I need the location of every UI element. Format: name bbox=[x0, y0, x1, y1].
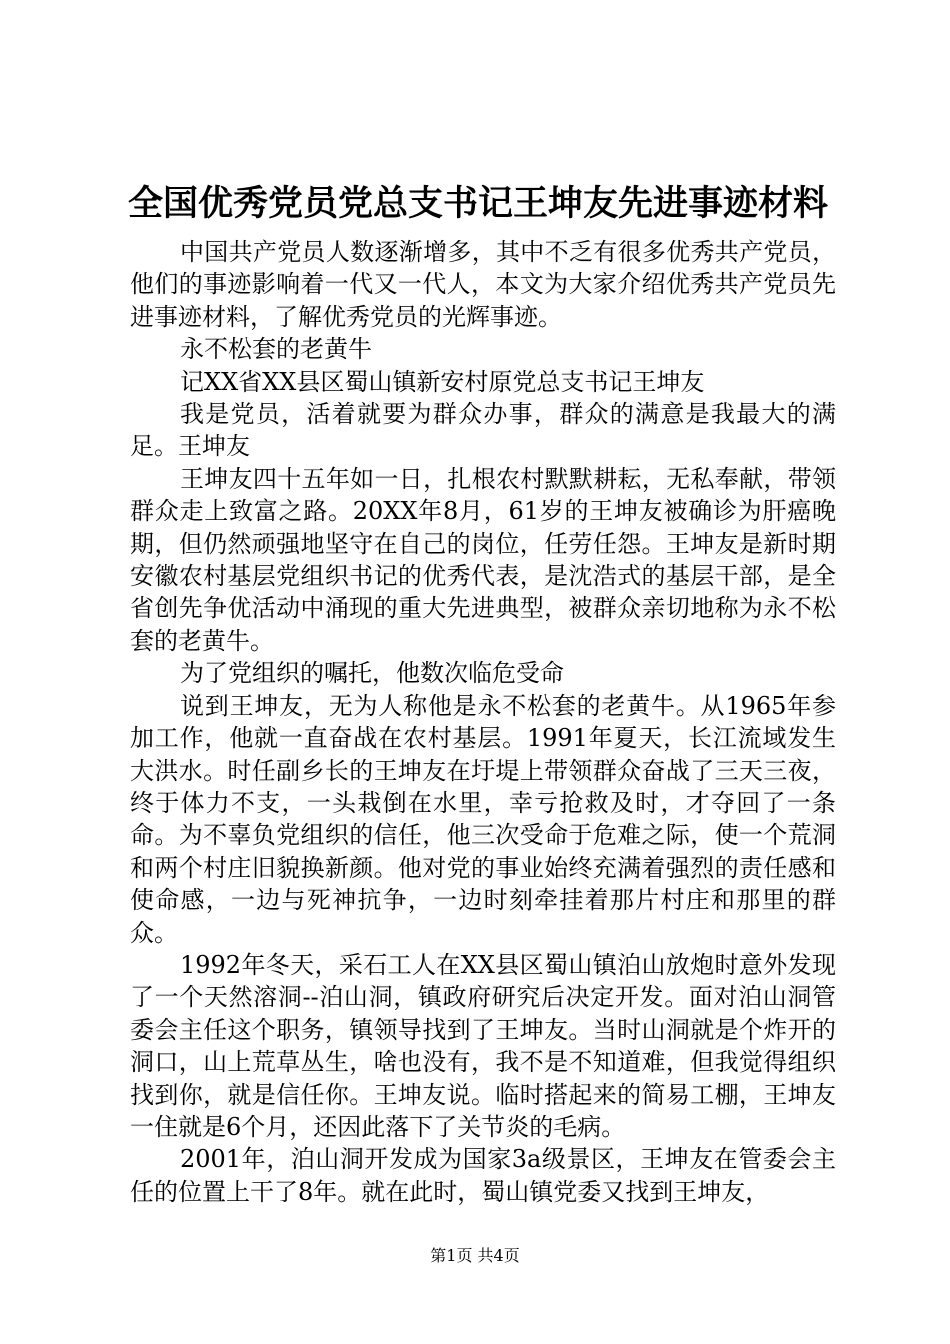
document-body bbox=[130, 236, 836, 1208]
paragraph-heading-mission: 为了党组织的嘱托，他数次临危受命 bbox=[180, 659, 564, 688]
paragraph-1992: 1992年冬天，采石工人在XX县区蜀山镇泊山放炮时意外发现了一个天然溶洞--泊山洞，镇政府研究后决定开发。面对泊山洞管委会主任这个职务，镇领导找到了王坤友。当时山洞就是个炸开的洞口，山上荒草丛生，啥也没有，我不是不知道难，但我觉得组织找到你，就是信任你。王坤友说。临时搭起来的简易工棚，王坤友一住就是6个月，还因此落下了关节炎的毛病。 bbox=[130, 950, 836, 1141]
paragraph-1965: 说到王坤友，无为人称他是永不松套的老黄牛。从1965年参加工作，他就一直奋战在农村基层。1991年夏天，长江流域发生大洪水。时任副乡长的王坤友在圩堤上带领群众奋战了三天三夜，终于体力不支，一头栽倒在水里，幸亏抢救及时，才夺回了一条命。为不辜负党组织的信任，他三次受命于危难之际，使一个荒洞和两个村庄旧貌换新颜。他对党的事业始终充满着强烈的责任感和使命感，一边与死神抗争，一边时刻牵挂着那片村庄和那里的群众。 bbox=[130, 691, 836, 947]
document-title: 全国优秀党员党总支书记王坤友先进事迹材料 bbox=[128, 183, 829, 224]
paragraph-summary: 王坤友四十五年如一日，扎根农村默默耕耘，无私奉献，带领群众走上致富之路。20XX年8月，61岁的王坤友被确诊为肝癌晚期，但仍然顽强地坚守在自己的岗位，任劳任怨。王坤友是新时期安徽农村基层党组织书记的优秀代表，是沈浩式的基层干部，是全省创先争优活动中涌现的重大先进典型，被群众亲切地称为永不松套的老黄牛。 bbox=[130, 464, 836, 655]
paragraph-subtitle: 记XX省XX县区蜀山镇新安村原党总支书记王坤友 bbox=[180, 367, 705, 396]
paragraph-2001: 2001年，泊山洞开发成为国家3a级景区，王坤友在管委会主任的位置上干了8年。就在此时，蜀山镇党委又找到王坤友， bbox=[130, 1145, 836, 1206]
paragraph-quote: 我是党员，活着就要为群众办事，群众的满意是我最大的满足。王坤友 bbox=[130, 400, 836, 461]
paragraph-intro: 中国共产党员人数逐渐增多，其中不乏有很多优秀共产党员，他们的事迹影响着一代又一代人，本文为大家介绍优秀共产党员先进事迹材料，了解优秀党员的光辉事迹。 bbox=[130, 238, 836, 331]
page-number-footer: 第1页 共4页 bbox=[430, 1246, 520, 1265]
paragraph-heading-old-ox: 永不松套的老黄牛 bbox=[180, 335, 372, 364]
